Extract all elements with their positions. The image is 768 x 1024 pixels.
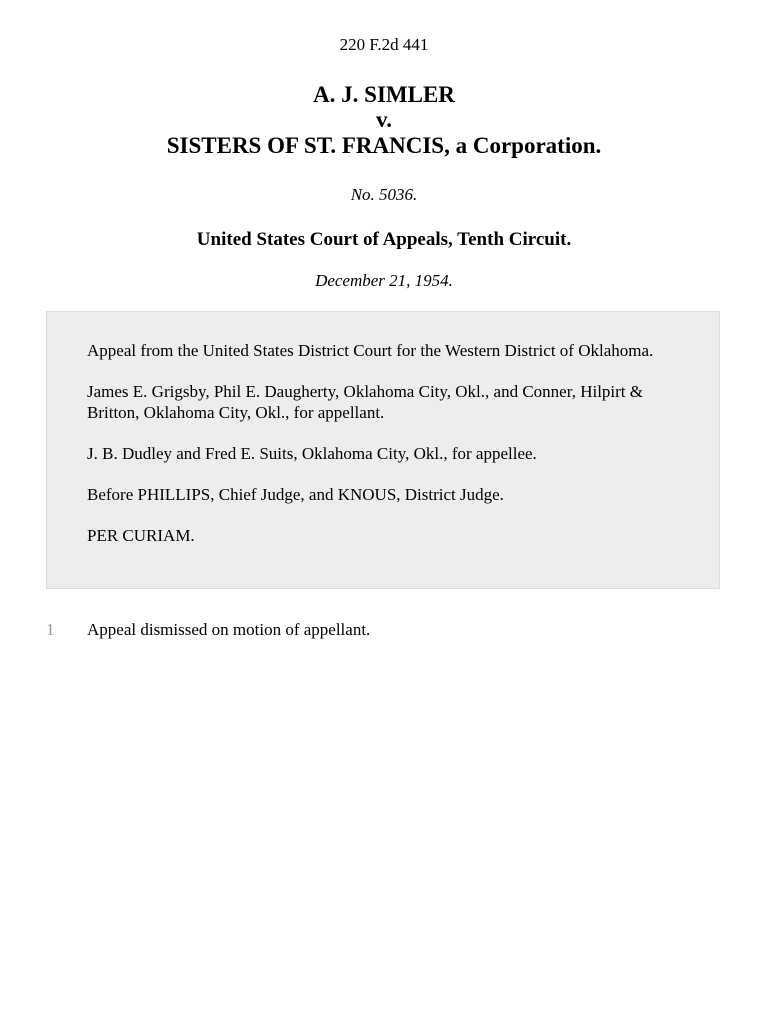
party-one: A. J. SIMLER xyxy=(313,82,455,107)
paragraph-number: 1 xyxy=(46,620,55,639)
case-citation: 220 F.2d 441 xyxy=(339,35,429,54)
appeal-from-text: Appeal from the United States District Court for the Western District of Oklahoma. xyxy=(87,341,654,360)
headnote-box xyxy=(46,311,720,589)
paragraph-text: Appeal dismissed on motion of appellant. xyxy=(87,620,371,639)
case-caption xyxy=(0,81,768,159)
decision-date: December 21, 1954. xyxy=(315,271,453,290)
court-name: United States Court of Appeals, Tenth Circuit. xyxy=(196,229,572,250)
docket-number: No. 5036. xyxy=(350,185,418,204)
appellee-counsel-text: J. B. Dudley and Fred E. Suits, Oklahoma City, Okl., for appellee. xyxy=(87,444,537,463)
per-curiam-text: PER CURIAM. xyxy=(87,526,195,545)
panel-text: Before PHILLIPS, Chief Judge, and KNOUS, District Judge. xyxy=(87,485,504,504)
versus-label: v. xyxy=(376,107,392,132)
party-two: SISTERS OF ST. FRANCIS, a Corporation. xyxy=(166,133,602,158)
appellant-counsel-text: James E. Grigsby, Phil E. Daugherty, Oklahoma City, Okl., and Conner, Hilpirt & Britton, Oklahoma City, Okl., for appellant. xyxy=(87,382,643,422)
